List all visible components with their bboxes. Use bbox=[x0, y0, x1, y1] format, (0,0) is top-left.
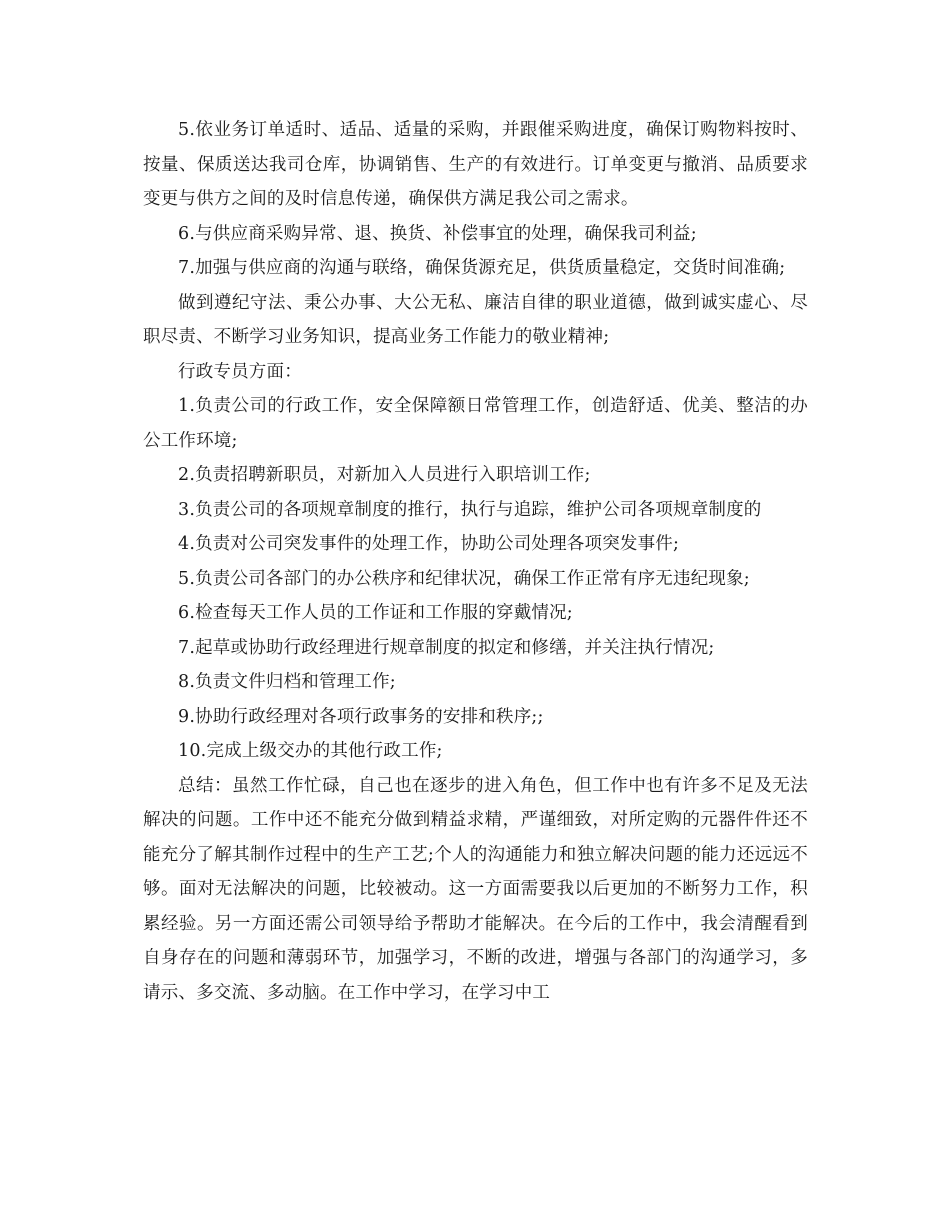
paragraph-admin-7: 7.起草或协助行政经理进行规章制度的拟定和修缮，并关注执行情况; bbox=[178, 637, 715, 658]
section-heading-admin: 行政专员方面： bbox=[178, 361, 302, 382]
paragraph-admin-8: 8.负责文件归档和管理工作; bbox=[178, 672, 396, 692]
paragraph-ethics: 做到遵纪守法、秉公办事、大公无私、廉洁自律的职业道德，做到诚实虚心、尽职尽责、不断学习业务知识，提高业务工作能力的敬业精神; bbox=[143, 292, 808, 347]
paragraph-purchasing-6: 6.与供应商采购异常、退、换货、补偿事宜的处理，确保我司利益; bbox=[178, 223, 697, 244]
document-body bbox=[143, 113, 808, 1010]
paragraph-admin-5: 5.负责公司各部门的办公秩序和纪律状况，确保工作正常有序无违纪现象; bbox=[178, 568, 750, 589]
paragraph-purchasing-7: 7.加强与供应商的沟通与联络，确保货源充足，供货质量稳定，交货时间准确; bbox=[178, 258, 786, 278]
paragraph-purchasing-5: 5.依业务订单适时、适品、适量的采购，并跟催采购进度，确保订购物料按时、按量、保质送达我司仓库，协调销售、生产的有效进行。订单变更与撤消、品质要求变更与供方之间的及时信息传递，确保供方满足我公司之需求。 bbox=[143, 120, 808, 209]
paragraph-admin-2: 2.负责招聘新职员，对新加入人员进行入职培训工作; bbox=[178, 465, 591, 485]
paragraph-admin-9: 9.协助行政经理对各项行政事务的安排和秩序;; bbox=[178, 706, 544, 727]
paragraph-summary: 总结：虽然工作忙碌，自己也在逐步的进入角色，但工作中也有许多不足及无法解决的问题。工作中还不能充分做到精益求精，严谨细致，对所定购的元器件件还不能充分了解其制作过程中的生产工艺;个人的沟通能力和独立解决问题的能力还远远不够。面对无法解决的问题，比较被动。这一方面需要我以后更加的不断努力工作，积累经验。另一方面还需公司领导给予帮助才能解决。在今后的工作中，我会清醒看到自身存在的问题和薄弱环节，加强学习，不断的改进，增强与各部门的沟通学习，多请示、多交流、多动脑。在工作中学习，在学习中工 bbox=[143, 775, 808, 1003]
paragraph-admin-3: 3.负责公司的各项规章制度的推行，执行与追踪，维护公司各项规章制度的 bbox=[178, 499, 762, 520]
paragraph-admin-6: 6.检查每天工作人员的工作证和工作服的穿戴情况; bbox=[178, 603, 573, 623]
paragraph-admin-1: 1.负责公司的行政工作，安全保障额日常管理工作，创造舒适、优美、整洁的办公工作环境; bbox=[143, 396, 808, 451]
paragraph-admin-4: 4.负责对公司突发事件的处理工作，协助公司处理各项突发事件; bbox=[178, 534, 680, 554]
paragraph-admin-10: 10.完成上级交办的其他行政工作; bbox=[178, 741, 443, 761]
